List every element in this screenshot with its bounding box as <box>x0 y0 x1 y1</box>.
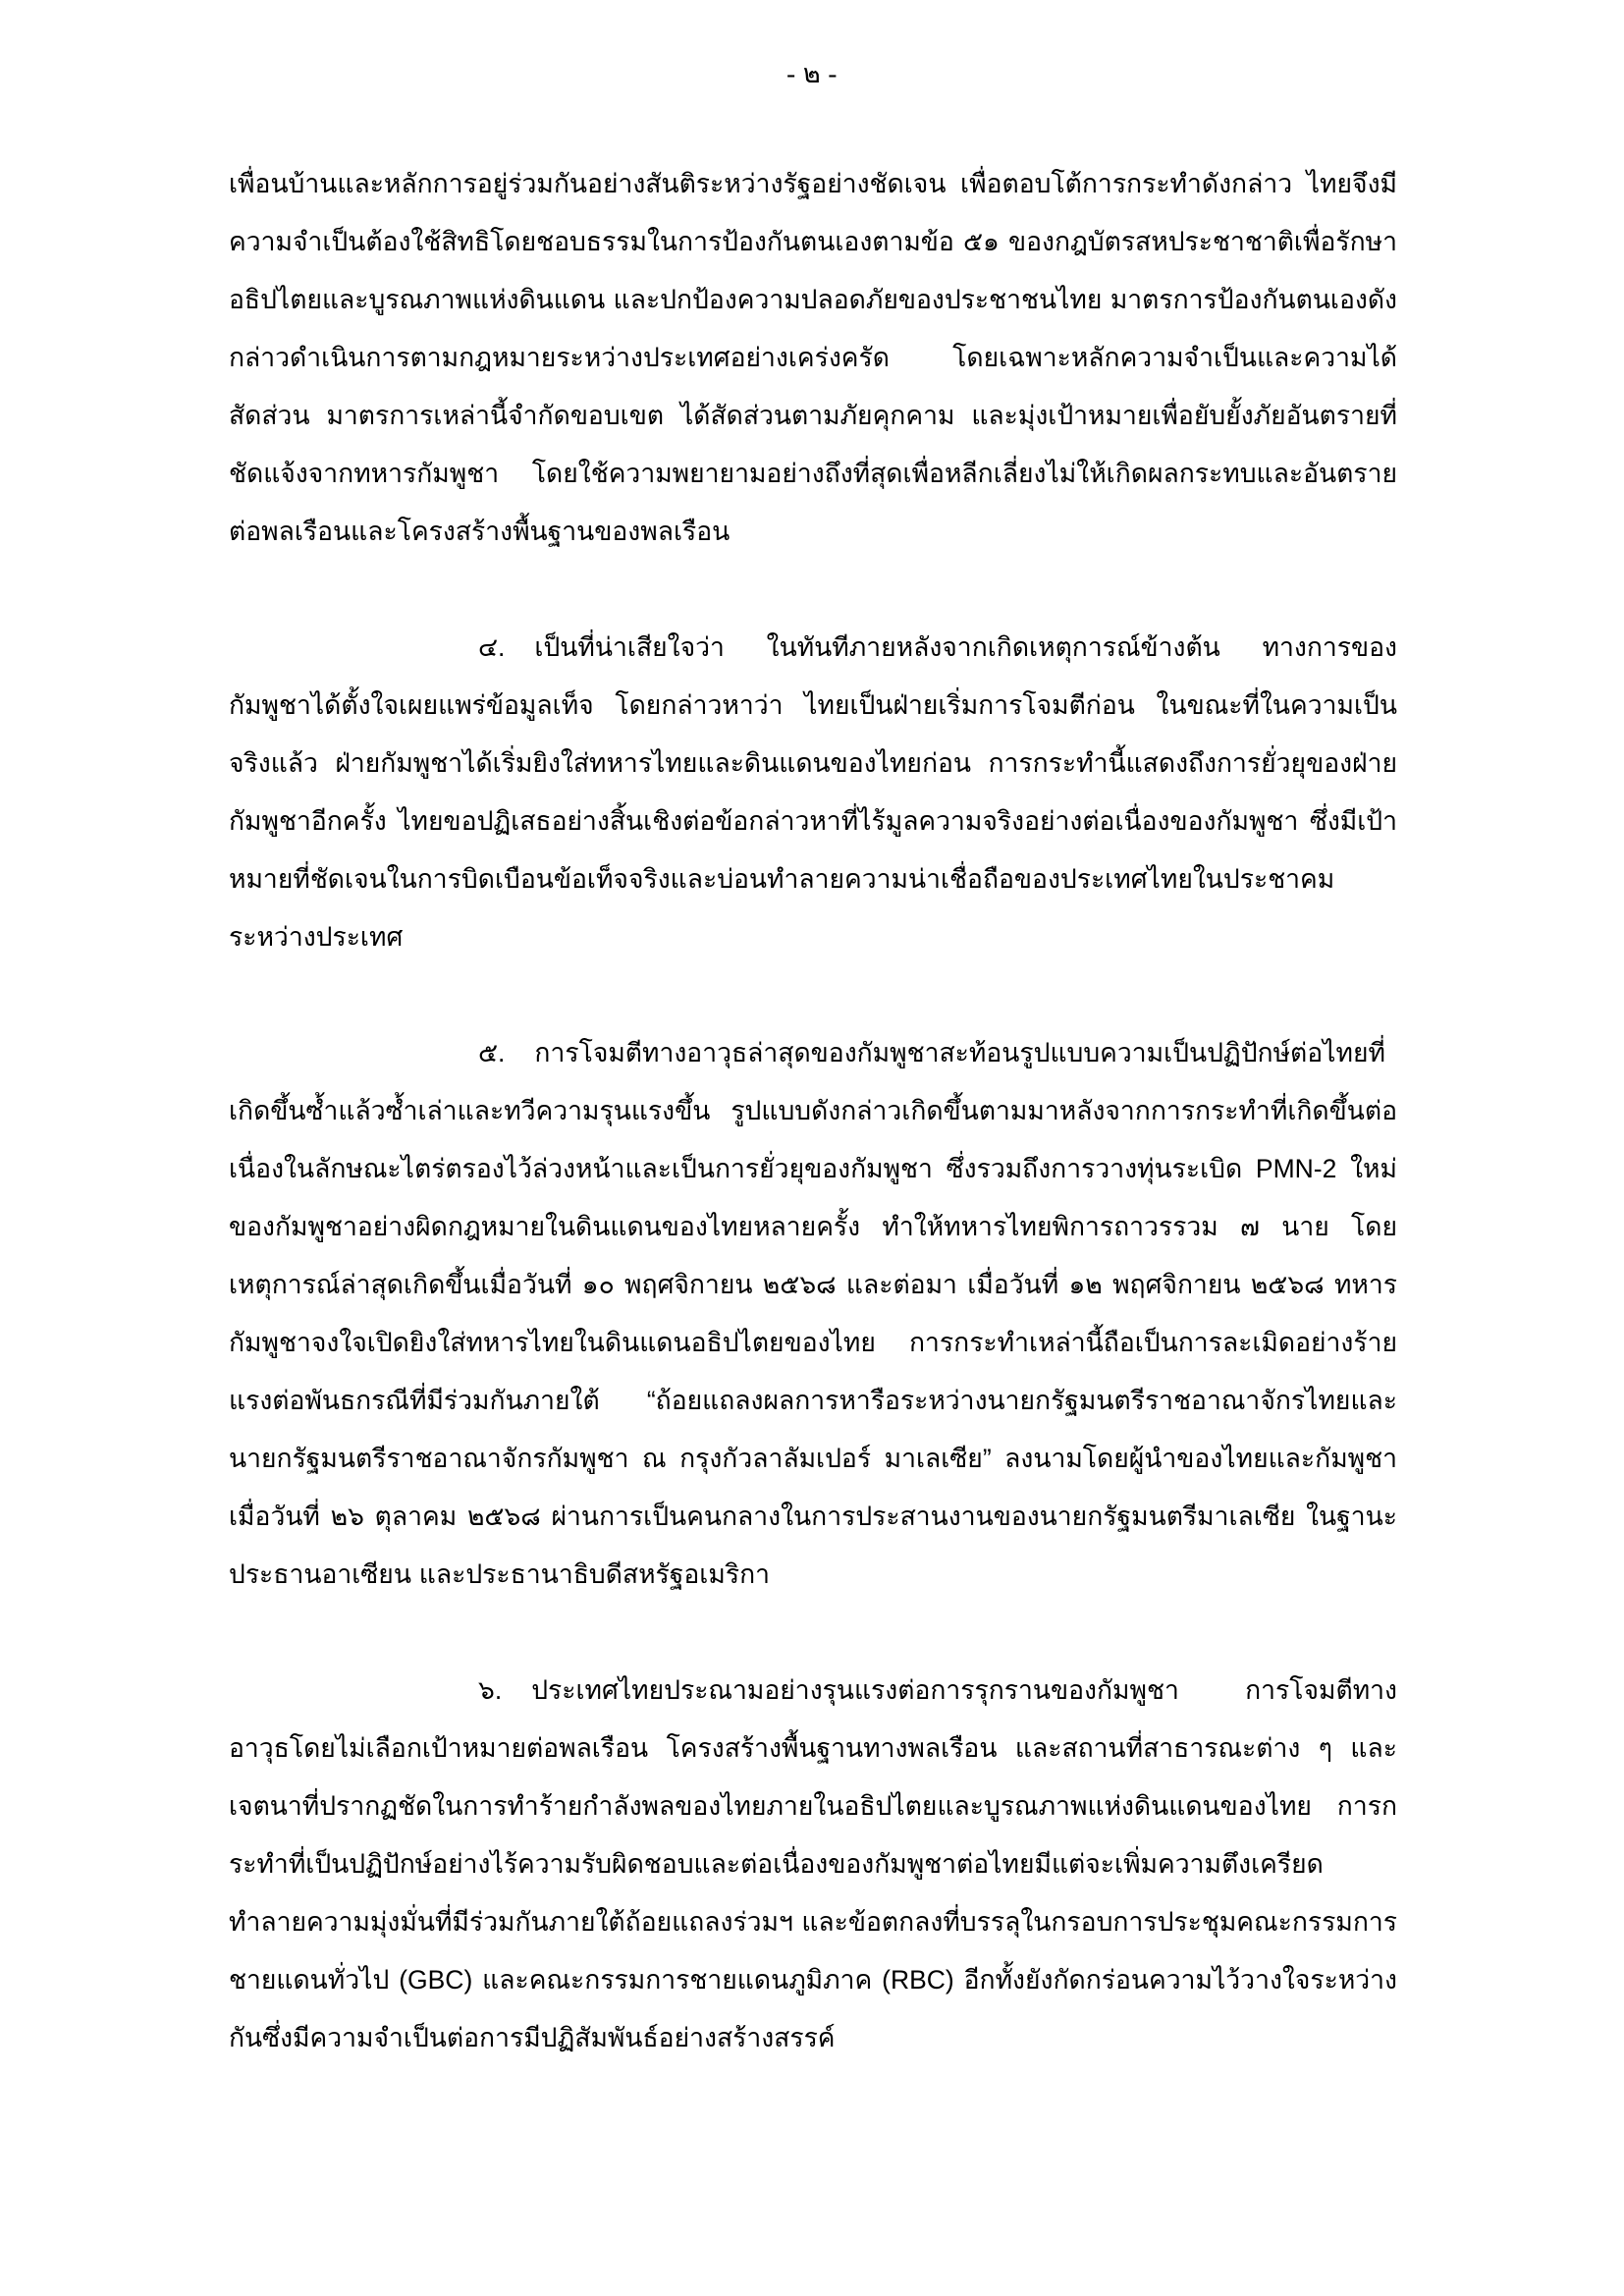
paragraph-4 <box>229 619 1397 966</box>
page-header-number: - ๒ - <box>786 59 838 88</box>
paragraph-continuation: เพื่อนบ้านและหลักการอยู่ร่วมกันอย่างสันติระหว่างรัฐอย่างชัดเจน เพื่อตอบโต้การกระทำดังกล่าว ไทยจึงมีความจำเป็นต้องใช้สิทธิโดยชอบธรรมในการป้องกันตนเองตามข้อ ๕๑ ของกฎบัตรสหประชาชาติเพื่อรักษาอธิปไตยและบูรณภาพแห่งดินแดน และปกป้องความปลอดภัยของประชาชนไทย มาตรการป้องกันตนเองดังกล่าวดำเนินการตามกฎหมายระหว่างประเทศอย่างเคร่งครัด โดยเฉพาะหลักความจำเป็นและความได้สัดส่วน มาตรการเหล่านี้จำกัดขอบเขต ได้สัดส่วนตามภัยคุกคาม และมุ่งเป้าหมายเพื่อยับยั้งภัยอันตรายที่ชัดแจ้งจากทหารกัมพูชา โดยใช้ความพยายามอย่างถึงที่สุดเพื่อหลีกเลี่ยงไม่ให้เกิดผลกระทบและอันตรายต่อพลเรือนและโครงสร้างพื้นฐานของพลเรือน <box>229 169 1397 546</box>
paragraph-4-number: ๔. <box>478 632 506 662</box>
paragraph-6-text: ประเทศไทยประณามอย่างรุนแรงต่อการรุกรานของกัมพูชา การโจมตีทางอาวุธโดยไม่เลือกเป้าหมายต่อพลเรือน โครงสร้างพื้นฐานทางพลเรือน และสถานที่สาธารณะต่าง ๆ และเจตนาที่ปรากฏชัดในการทำร้ายกำลังพลของไทยภายในอธิปไตยและบูรณภาพแห่งดินแดนของไทย การกระทำที่เป็นปฏิปักษ์อย่างไร้ความรับผิดชอบและต่อเนื่องของกัมพูชาต่อไทยมีแต่จะเพิ่มความตึงเครียด ทำลายความมุ่งมั่นที่มีร่วมกันภายใต้ถ้อยแถลงร่วมฯ และข้อตกลงที่บรรลุในกรอบการประชุมคณะกรรมการชายแดนทั่วไป (GBC) และคณะกรรมการชายแดนภูมิภาค (RBC) อีกทั้งยังกัดกร่อนความไว้วางใจระหว่างกันซึ่งมีความจำเป็นต่อการมีปฏิสัมพันธ์อย่างสร้างสรรค์ <box>229 1675 1397 2052</box>
paragraph-6 <box>229 1662 1397 2067</box>
document-body <box>229 155 1397 2067</box>
paragraph-4-text: เป็นที่น่าเสียใจว่า ในทันทีภายหลังจากเกิดเหตุการณ์ข้างต้น ทางการของกัมพูชาได้ตั้งใจเผยแพร่ข้อมูลเท็จ โดยกล่าวหาว่า ไทยเป็นฝ่ายเริ่มการโจมตีก่อน ในขณะที่ในความเป็นจริงแล้ว ฝ่ายกัมพูชาได้เริ่มยิงใส่ทหารไทยและดินแดนของไทยก่อน การกระทำนี้แสดงถึงการยั่วยุของฝ่ายกัมพูชาอีกครั้ง ไทยขอปฏิเสธอย่างสิ้นเชิงต่อข้อกล่าวหาที่ไร้มูลความจริงอย่างต่อเนื่องของกัมพูชา ซึ่งมีเป้าหมายที่ชัดเจนในการบิดเบือนข้อเท็จจริงและบ่อนทำลายความน่าเชื่อถือของประเทศไทยในประชาคมระหว่างประเทศ <box>229 632 1397 952</box>
paragraph-5 <box>229 1024 1397 1604</box>
paragraph-5-text: การโจมตีทางอาวุธล่าสุดของกัมพูชาสะท้อนรูปแบบความเป็นปฏิปักษ์ต่อไทยที่เกิดขึ้นซ้ำแล้วซ้ำเล่าและทวีความรุนแรงขึ้น รูปแบบดังกล่าวเกิดขึ้นตามมาหลังจากการกระทำที่เกิดขึ้นต่อเนื่องในลักษณะไตร่ตรองไว้ล่วงหน้าและเป็นการยั่วยุของกัมพูชา ซึ่งรวมถึงการวางทุ่นระเบิด PMN-2 ใหม่ของกัมพูชาอย่างผิดกฎหมายในดินแดนของไทยหลายครั้ง ทำให้ทหารไทยพิการถาวรรวม ๗ นาย โดยเหตุการณ์ล่าสุดเกิดขึ้นเมื่อวันที่ ๑๐ พฤศจิกายน ๒๕๖๘ และต่อมา เมื่อวันที่ ๑๒ พฤศจิกายน ๒๕๖๘ ทหารกัมพูชาจงใจเปิดยิงใส่ทหารไทยในดินแดนอธิปไตยของไทย การกระทำเหล่านี้ถือเป็นการละเมิดอย่างร้ายแรงต่อพันธกรณีที่มีร่วมกันภายใต้ “ถ้อยแถลงผลการหารือระหว่างนายกรัฐมนตรีราชอาณาจักรไทยและนายกรัฐมนตรีราชอาณาจักรกัมพูชา ณ กรุงกัวลาลัมเปอร์ มาเลเซีย” ลงนามโดยผู้นำของไทยและกัมพูชาเมื่อวันที่ ๒๖ ตุลาคม ๒๕๖๘ ผ่านการเป็นคนกลางในการประสานงานของนายกรัฐมนตรีมาเลเซีย ในฐานะประธานอาเซียน และประธานาธิบดีสหรัฐอเมริกา <box>229 1038 1397 1589</box>
paragraph-6-number: ๖. <box>478 1675 503 1705</box>
paragraph-5-number: ๕. <box>478 1038 506 1067</box>
